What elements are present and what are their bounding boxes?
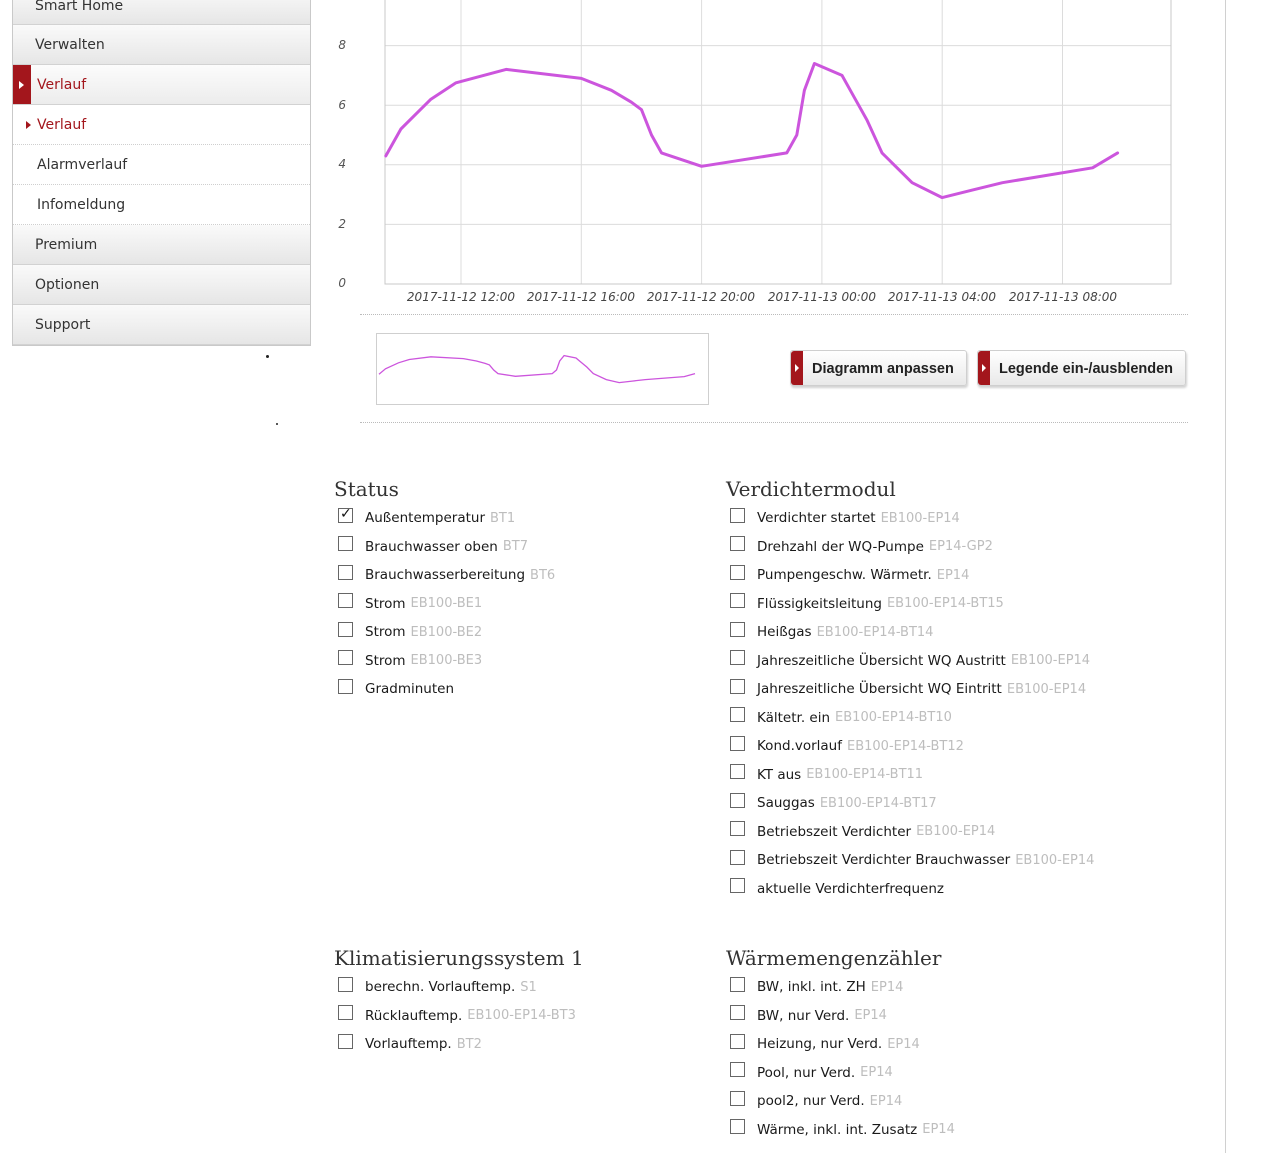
content-right-border [1225, 0, 1226, 1153]
checkbox-label[interactable]: Jahreszeitliche Übersicht WQ Eintritt [757, 681, 1002, 698]
checkbox-row[interactable] [334, 561, 694, 590]
group-title-climate: Klimatisierungssystem 1 [334, 946, 584, 970]
sensor-code: S1 [520, 979, 537, 995]
checkbox[interactable] [338, 593, 353, 608]
arrow-right-icon [791, 351, 803, 385]
checkbox-label[interactable]: Außentemperatur [365, 510, 486, 527]
checkbox-row[interactable] [726, 1059, 1196, 1088]
nav-item-optionen[interactable]: Optionen [13, 265, 310, 305]
checkbox-row[interactable] [726, 818, 1196, 847]
checkbox-row[interactable] [726, 647, 1196, 676]
group-climate [334, 943, 694, 1059]
checkbox-row[interactable] [726, 761, 1196, 790]
sensor-code: EB100-EP14-BT12 [847, 738, 964, 754]
checkbox[interactable] [730, 977, 745, 992]
checkbox-row[interactable] [726, 561, 1196, 590]
checkbox-label[interactable]: Betriebszeit Verdichter [757, 823, 912, 840]
checkbox-label[interactable]: aktuelle Verdichterfrequenz [757, 880, 944, 897]
series-line-aussentemperatur [386, 64, 1118, 198]
checkbox-label[interactable]: Pool, nur Verd. [757, 1064, 856, 1081]
sensor-code: EB100-EP14 [1010, 653, 1091, 669]
sensor-code: BT1 [490, 510, 516, 526]
checkbox[interactable] [730, 707, 745, 722]
group-title-compressor: Verdichtermodul [726, 477, 896, 501]
checkbox[interactable] [730, 793, 745, 808]
checkbox-row[interactable] [334, 973, 694, 1002]
checkbox-label[interactable]: Strom [365, 652, 406, 669]
group-title-heatmeter: Wärmemengenzähler [726, 946, 942, 970]
sensor-code: EB100-EP14-BT17 [819, 795, 937, 811]
checkbox-label[interactable]: Gradminuten [365, 681, 455, 698]
sensor-code: EB100-EP14-BT3 [467, 1008, 576, 1024]
toggle-legend-button[interactable] [977, 350, 1186, 386]
checkbox-label[interactable]: Wärme, inkl. int. Zusatz [757, 1121, 918, 1138]
checkbox-row[interactable] [334, 504, 694, 533]
checkbox[interactable] [730, 565, 745, 580]
checkbox-row[interactable] [334, 1002, 694, 1031]
checkbox-label[interactable]: BW, inkl. int. ZH [757, 979, 866, 996]
sensor-code: EP14 [936, 567, 970, 583]
nav-item-smart-home[interactable]: Smart Home [13, 0, 310, 25]
sensor-code: BT2 [456, 1036, 482, 1052]
y-tick-label: 4 [338, 157, 346, 171]
checkbox[interactable] [730, 622, 745, 637]
sensor-code: EP14 [887, 1036, 920, 1052]
checkbox[interactable] [730, 1034, 745, 1049]
checkbox[interactable] [338, 536, 353, 551]
chart-navigator[interactable] [376, 333, 709, 405]
x-tick-label: 2017-11-13 04:00 [887, 290, 997, 304]
checkbox-row[interactable] [334, 533, 694, 562]
sensor-code: EP14-GP2 [928, 539, 993, 555]
sensor-code: EB100-BE3 [410, 653, 483, 669]
y-tick-label: 0 [338, 276, 346, 290]
checkbox-row[interactable] [726, 846, 1196, 875]
customize-chart-label: Diagramm anpassen [812, 361, 954, 377]
checkbox-label[interactable]: Verdichter startet [757, 510, 876, 527]
checkbox-label[interactable]: Brauchwasserbereitung [365, 567, 526, 584]
x-tick-label: 2017-11-12 16:00 [526, 290, 636, 304]
nav-item-support[interactable]: Support [13, 305, 310, 345]
checkbox[interactable] [730, 821, 745, 836]
stray-dot [266, 355, 269, 358]
sensor-code: EP14 [854, 1008, 887, 1024]
sensor-code: BT6 [530, 567, 556, 583]
checkbox-row[interactable] [334, 590, 694, 619]
checkbox-row[interactable] [726, 875, 1196, 904]
sensor-code: EP14 [869, 1093, 903, 1109]
sensor-code: EB100-EP14 [1015, 852, 1095, 868]
group-compressor [726, 474, 1196, 903]
group-heatmeter [726, 943, 1196, 1144]
sensor-code: EP14 [860, 1065, 893, 1081]
checkbox-label[interactable]: berechn. Vorlauftemp. [365, 979, 516, 996]
checkbox-label[interactable]: Heizung, nur Verd. [757, 1036, 883, 1053]
checkbox-label[interactable]: Pumpengeschw. Wärmetr. [757, 567, 932, 584]
checkbox[interactable] [338, 508, 353, 523]
checkbox-row[interactable] [726, 789, 1196, 818]
toggle-legend-label: Legende ein-/ausblenden [999, 361, 1174, 377]
checkbox[interactable] [338, 679, 353, 694]
checkbox-label[interactable]: Brauchwasser oben [365, 538, 498, 555]
nav-item-verlauf-label: Verlauf [37, 77, 87, 93]
checkbox-label[interactable]: Flüssigkeitsleitung [757, 595, 882, 612]
subnav-item-infomeldung[interactable]: Infomeldung [13, 185, 310, 225]
checkbox[interactable] [338, 622, 353, 637]
y-tick-label: 8 [338, 38, 346, 52]
y-tick-label: 6 [338, 98, 346, 112]
sensor-code: EB100-EP14-BT15 [886, 596, 1004, 612]
checkbox[interactable] [730, 764, 745, 779]
x-tick-label: 2017-11-12 12:00 [406, 290, 516, 304]
stray-dot [276, 423, 278, 425]
arrow-right-icon [978, 351, 990, 385]
checkbox-label[interactable]: Heißgas [757, 624, 812, 641]
checkbox-label[interactable]: Sauggas [757, 795, 815, 812]
checkbox-row[interactable] [726, 1002, 1196, 1031]
sensor-code: EB100-BE2 [410, 624, 483, 640]
group-title-status: Status [334, 477, 399, 501]
nav-item-premium[interactable]: Premium [13, 225, 310, 265]
checkbox-label[interactable]: Strom [365, 624, 406, 641]
chart-grid [385, 0, 1171, 284]
checkbox[interactable] [730, 536, 745, 551]
sensor-code: EB100-EP14-BT14 [816, 624, 934, 640]
sensor-code: EP14 [922, 1122, 955, 1138]
sensor-code: EB100-BE1 [410, 596, 483, 612]
subnav-item-alarmverlauf[interactable]: Alarmverlauf [13, 145, 310, 185]
checkbox-label[interactable]: Kältetr. ein [757, 709, 831, 726]
checkbox-row[interactable] [726, 704, 1196, 733]
checkbox-row[interactable] [334, 647, 694, 676]
checkbox[interactable] [338, 977, 353, 992]
checkbox[interactable] [730, 850, 745, 865]
x-tick-label: 2017-11-13 08:00 [1008, 290, 1118, 304]
checkbox[interactable] [338, 1005, 353, 1020]
checkbox-row[interactable] [726, 618, 1196, 647]
checkbox-row[interactable] [726, 732, 1196, 761]
checkbox-label[interactable]: Drehzahl der WQ-Pumpe [757, 538, 924, 555]
checkbox-row[interactable] [726, 675, 1196, 704]
checkbox-label[interactable]: BW, nur Verd. [757, 1007, 850, 1024]
checkbox-label[interactable]: KT aus [757, 766, 802, 783]
sensor-code: EB100-EP14 [1006, 681, 1087, 697]
nav-item-verwalten[interactable]: Verwalten [13, 25, 310, 65]
checkbox-label[interactable]: Jahreszeitliche Übersicht WQ Austritt [757, 652, 1006, 669]
checkbox-label[interactable]: pool2, nur Verd. [757, 1093, 865, 1110]
checkbox[interactable] [338, 565, 353, 580]
checkbox-row[interactable] [726, 1087, 1196, 1116]
checkbox[interactable] [730, 1091, 745, 1106]
checkbox-row[interactable] [726, 533, 1196, 562]
checkbox[interactable] [730, 593, 745, 608]
checkbox-row[interactable] [726, 504, 1196, 533]
checkbox-label[interactable]: Rücklauftemp. [365, 1007, 463, 1024]
checkbox[interactable] [730, 650, 745, 665]
checkbox-row[interactable] [334, 1030, 694, 1059]
history-chart [0, 0, 1200, 320]
checkbox-row[interactable] [726, 973, 1196, 1002]
y-tick-label: 2 [338, 217, 346, 231]
checkbox[interactable] [730, 679, 745, 694]
checkbox-label[interactable]: Kond.vorlauf [757, 738, 842, 755]
separator [360, 422, 1188, 423]
checkbox-row[interactable] [726, 1030, 1196, 1059]
checkbox[interactable] [730, 508, 745, 523]
checkbox[interactable] [730, 1119, 745, 1134]
x-tick-label: 2017-11-13 00:00 [767, 290, 877, 304]
checkbox-row[interactable] [334, 675, 694, 704]
sensor-code: EP14 [870, 979, 904, 995]
checkbox-label[interactable]: Betriebszeit Verdichter Brauchwasser [757, 852, 1011, 869]
checkbox[interactable] [338, 650, 353, 665]
sensor-code: EB100-EP14-BT11 [806, 767, 924, 783]
group-status [334, 474, 694, 704]
checkbox-label[interactable]: Vorlauftemp. [365, 1036, 452, 1053]
checkbox-row[interactable] [334, 618, 694, 647]
checkbox[interactable] [730, 878, 745, 893]
checkbox[interactable] [338, 1034, 353, 1049]
sensor-code: EB100-EP14 [916, 824, 996, 840]
navigator-series-line [379, 356, 695, 383]
subnav-item-verlauf-label: Verlauf [37, 117, 87, 133]
x-tick-label: 2017-11-12 20:00 [646, 290, 756, 304]
sensor-code: EB100-EP14-BT10 [835, 710, 952, 726]
checkbox-label[interactable]: Strom [365, 595, 406, 612]
sensor-code: EB100-EP14 [880, 510, 960, 526]
checkbox[interactable] [730, 736, 745, 751]
separator [360, 314, 1188, 315]
checkbox-row[interactable] [726, 590, 1196, 619]
checkbox[interactable] [730, 1005, 745, 1020]
plot-area-border [385, 0, 1171, 284]
checkbox[interactable] [730, 1062, 745, 1077]
checkbox-row[interactable] [726, 1116, 1196, 1145]
customize-chart-button[interactable] [790, 350, 967, 386]
sensor-code: BT7 [502, 539, 528, 555]
